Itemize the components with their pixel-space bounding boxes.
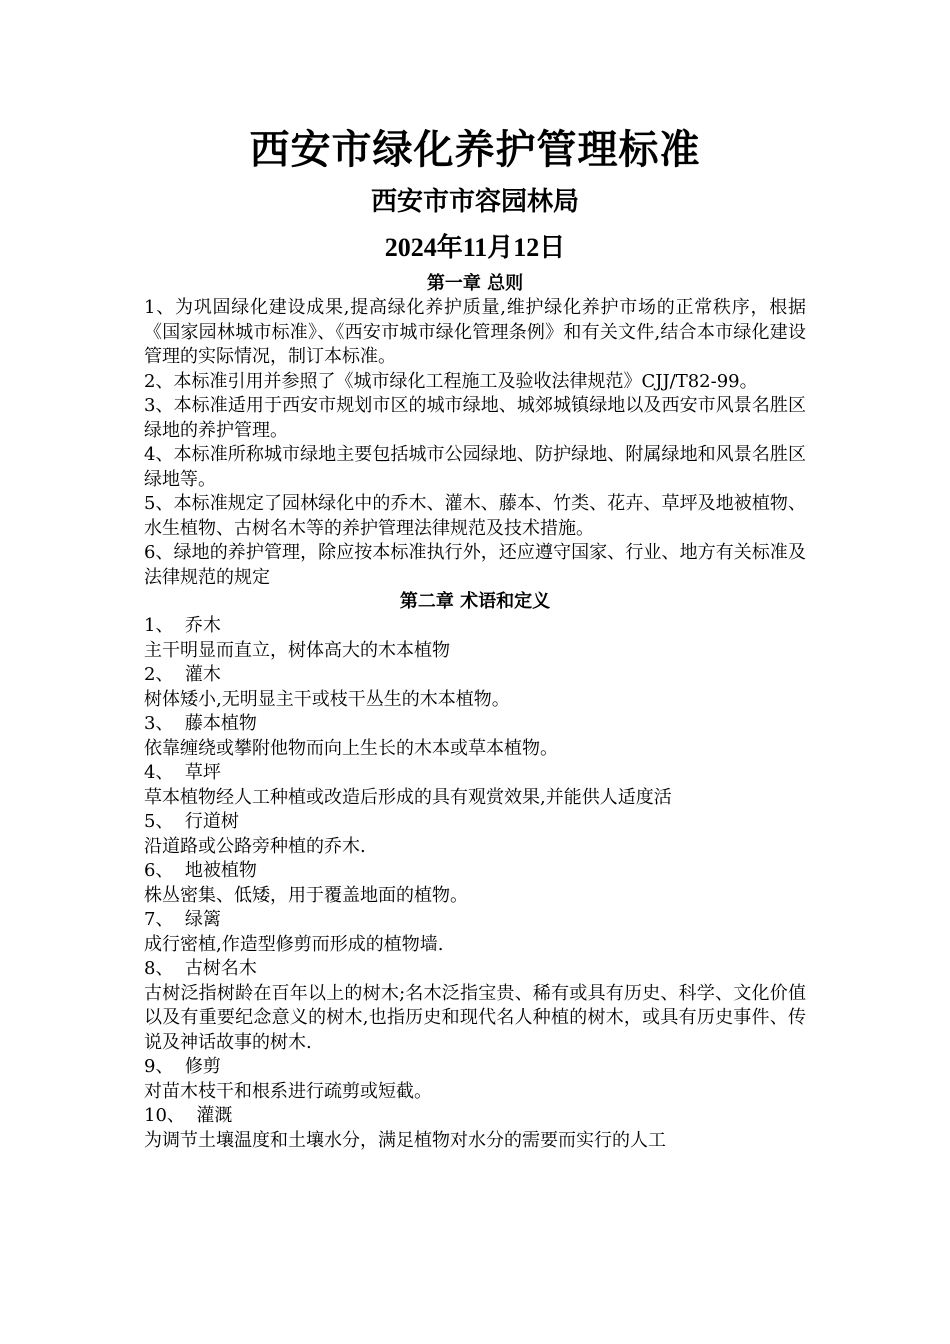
paragraph: 5、本标准规定了园林绿化中的乔木、灌木、藤本、竹类、花卉、草坪及地被植物、水生植物、古树名木等的养护管理法律规范及技术措施。 (144, 493, 806, 539)
term-label: 7、 绿篱 (144, 909, 221, 930)
term-label: 6、 地被植物 (144, 860, 257, 881)
page-bottom-margin (0, 1220, 950, 1344)
term-label: 8、 古树名木 (144, 958, 257, 979)
paragraph: 4、本标准所称城市绿地主要包括城市公园绿地、防护绿地、附属绿地和风景名胜区绿地等。 (144, 444, 806, 490)
document-body (144, 122, 806, 1153)
term-definition: 株丛密集、低矮，用于覆盖地面的植物。 (144, 884, 468, 906)
term-definition: 古树泛指树龄在百年以上的树木;名木泛指宝贵、稀有或具有历史、科学、文化价值以及有重要纪念意义的树木,也指历史和现代名人种植的树木，或具有历史事件、传说及神话故事的树木. (144, 982, 806, 1053)
document-date: 2024年11月12日 (384, 233, 566, 262)
term-definition: 成行密植,作造型修剪而形成的植物墙. (144, 933, 444, 955)
document-title: 西安市绿化养护管理标准 (249, 126, 701, 173)
term-label: 4、 草坪 (144, 762, 221, 783)
paragraph: 3、本标准适用于西安市规划市区的城市绿地、城郊城镇绿地以及西安市风景名胜区绿地的养护管理。 (144, 395, 806, 441)
chapter-heading: 第一章 总则 (426, 273, 524, 294)
paragraph: 6、绿地的养护管理，除应按本标准执行外，还应遵守国家、行业、地方有关标准及法律规范的规定 (144, 542, 806, 588)
chapter-1-section (144, 296, 806, 590)
term-definition: 依靠缠绕或攀附他物而向上生长的木本或草本植物。 (144, 737, 558, 759)
chapter-heading: 第二章 术语和定义 (399, 591, 551, 612)
term-definition: 草本植物经人工种植或改造后形成的具有观赏效果,并能供人适度活 (144, 786, 672, 808)
document-issuer: 西安市市容园林局 (370, 187, 579, 217)
terms-list (144, 614, 806, 1153)
term-label: 2、 灌木 (144, 664, 221, 685)
term-definition: 为调节土壤温度和土壤水分，满足植物对水分的需要而实行的人工 (144, 1129, 666, 1151)
term-label: 9、 修剪 (144, 1056, 221, 1077)
paragraph: 1、为巩固绿化建设成果,提高绿化养护质量,维护绿化养护市场的正常秩序，根据《国家园林城市标准》、《西安市城市绿化管理条例》和有关文件,结合本市绿化建设管理的实际情况，制订本标准。 (144, 297, 806, 367)
term-definition: 沿道路或公路旁种植的乔木. (144, 835, 366, 857)
term-label: 5、 行道树 (144, 811, 239, 832)
term-label: 3、 藤本植物 (144, 713, 257, 734)
term-definition: 主干明显而直立，树体高大的木本植物 (144, 639, 450, 661)
paragraph: 2、本标准引用并参照了《城市绿化工程施工及验收法律规范》CJJ/T82-99。 (144, 370, 758, 392)
term-definition: 树体矮小,无明显主干或枝干丛生的木本植物。 (144, 688, 510, 710)
term-definition: 对苗木枝干和根系进行疏剪或短截。 (144, 1080, 432, 1102)
term-label: 10、 灌溉 (144, 1105, 233, 1126)
term-label: 1、 乔木 (144, 615, 221, 636)
